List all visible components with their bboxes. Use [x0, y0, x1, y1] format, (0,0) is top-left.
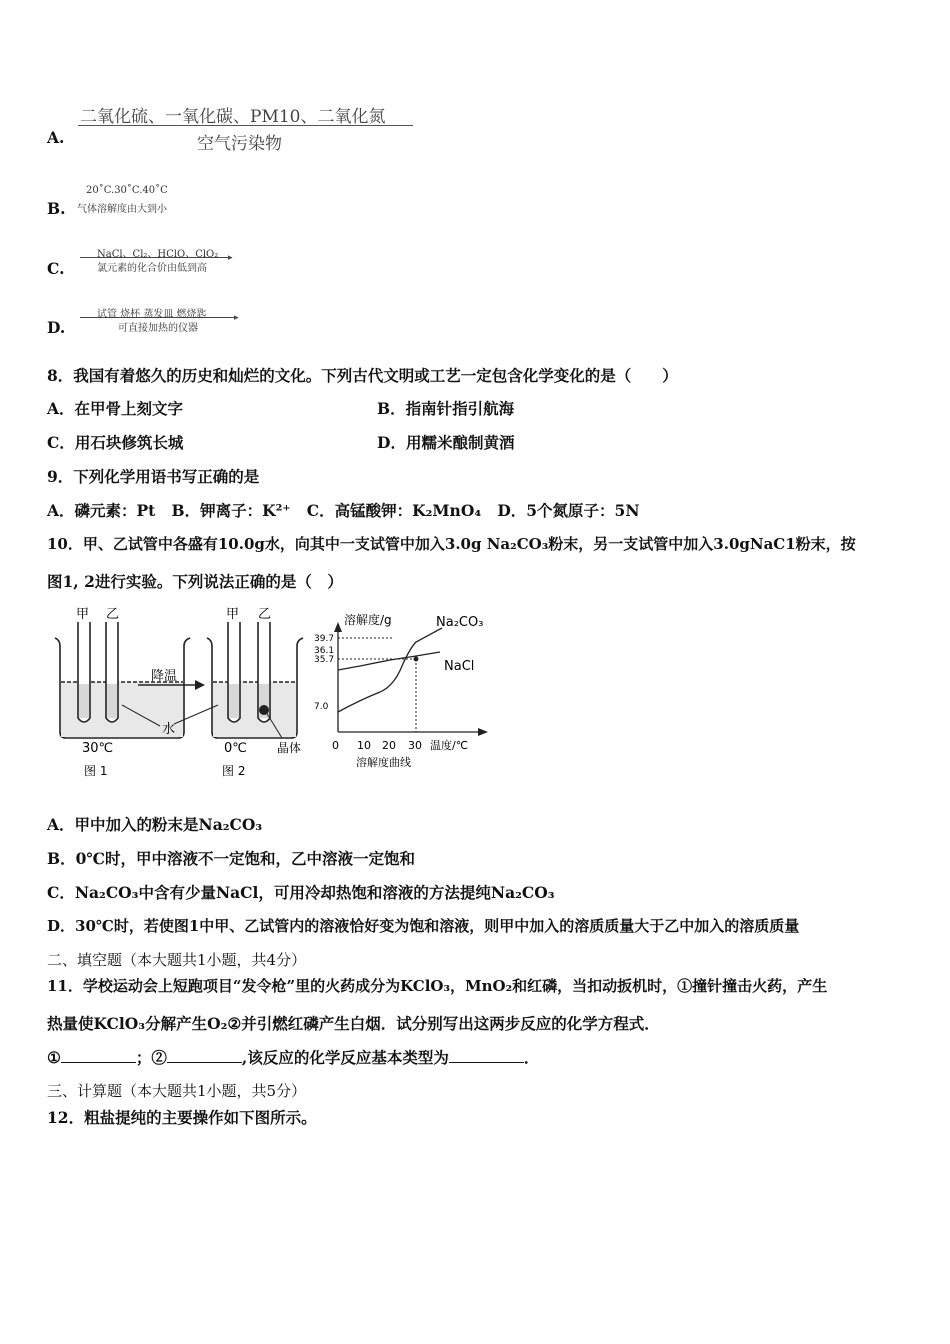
solubility-chart: [314, 612, 488, 769]
q8-option-b: B．指南针指引航海: [377, 399, 515, 418]
blank-end: ．: [523, 1048, 540, 1067]
option-b-bottom: 气体溶解度由大到小: [77, 204, 167, 215]
cool-arrowhead: [195, 680, 205, 690]
blank-1-marker: ①: [47, 1048, 61, 1067]
na2co3-curve: [338, 628, 442, 712]
crystal-label: 晶体: [277, 741, 302, 755]
q8-stem: 8．我国有着悠久的历史和灿烂的文化。下列古代文明或工艺一定包含化学变化的是（ ）: [47, 366, 678, 385]
xtick-label: 20: [382, 739, 396, 752]
q9-option-a: A．磷元素：Pt: [47, 501, 156, 520]
xtick-label: 0: [332, 739, 339, 752]
blank-sep: ；②: [135, 1048, 167, 1067]
chart-caption: 溶解度曲线: [356, 756, 411, 769]
label-yi-2: 乙: [258, 607, 272, 622]
option-d-label: D.: [47, 318, 66, 337]
beaker-2-water: [213, 682, 296, 737]
intersection-point: [414, 657, 419, 662]
option-c-label: C.: [47, 259, 65, 278]
q8-option-d: D．用糯米酿制黄酒: [377, 433, 515, 452]
temp-2: 0℃: [224, 741, 247, 756]
section-3-heading: 三、计算题（本大题共1小题，共5分）: [47, 1082, 307, 1100]
q9-options: [47, 499, 640, 521]
answer-blank-3[interactable]: [449, 1048, 524, 1063]
q9-stem: 9．下列化学用语书写正确的是: [47, 467, 260, 486]
option-d-bottom: 可直接加热的仪器: [118, 323, 198, 334]
fig-1-caption: 图 1: [84, 764, 108, 778]
nacl-label: NaCl: [444, 659, 475, 674]
answer-blank-1[interactable]: [61, 1048, 136, 1063]
q10-figure: [50, 600, 500, 785]
q11-line1: 11．学校运动会上短跑项目“发令枪”里的火药成分为KClO₃，MnO₂和红磷，当扣动扳机时，①撞针撞击火药，产生: [47, 977, 828, 995]
label-yi-1: 乙: [106, 607, 120, 622]
option-b-top: 20˚C.30˚C.40˚C: [86, 185, 168, 196]
xtick-label: 10: [357, 739, 371, 752]
option-d-top: 试管 烧杯 蒸发皿 燃烧匙: [97, 309, 207, 320]
q11-line2: 热量使KClO₃分解产生O₂②并引燃红磷产生白烟．试分别写出这两步反应的化学方程式．: [47, 1014, 660, 1033]
q10-option-c: C．Na₂CO₃中含有少量NaCl，可用冷却热饱和溶液的方法提纯Na₂CO₃: [47, 883, 555, 902]
xtick-label: 30: [408, 739, 422, 752]
q9-option-c: C．高锰酸钾：K₂MnO₄: [306, 501, 482, 520]
cool-label: 降温: [151, 669, 178, 684]
option-c-arrowhead: ▸: [228, 253, 233, 263]
option-a-rule: [78, 125, 413, 126]
q10-stem-line2: 图1, 2进行实验。下列说法正确的是（ ）: [47, 572, 343, 591]
option-b-label: B.: [47, 199, 66, 218]
q10-option-a: A．甲中加入的粉末是Na₂CO₃: [47, 815, 263, 834]
q9-option-b: B．钾离子：K²⁺: [171, 501, 291, 520]
option-d-arrowhead: ▸: [234, 313, 239, 323]
fig-2-caption: 图 2: [222, 764, 246, 778]
ytick-label: 39.7: [314, 634, 335, 644]
nacl-curve: [338, 652, 440, 670]
q12-stem: 12．粗盐提纯的主要操作如下图所示。: [47, 1108, 317, 1127]
ytick-label: 35.7: [314, 655, 335, 665]
chart-xlabel: 温度/℃: [430, 739, 469, 752]
q11-blanks: [47, 1046, 539, 1068]
q10-option-d: D．30℃时，若使图1中甲、乙试管内的溶液恰好变为饱和溶液，则甲中加入的溶质质量大于乙中加入的溶质质量: [47, 917, 800, 935]
chart-ylabel: 溶解度/g: [344, 613, 392, 627]
q8-option-c: C．用石块修筑长城: [47, 433, 184, 452]
option-a-top: 二氧化硫、一氧化碳、PM10、二氧化氮: [80, 107, 386, 127]
option-a-bottom: 空气污染物: [197, 134, 282, 154]
q10-option-b: B．0℃时，甲中溶液不一定饱和，乙中溶液一定饱和: [47, 849, 415, 868]
label-jia-1: 甲: [76, 607, 90, 622]
ytick-label: 36.1: [314, 646, 335, 656]
section-2-heading: 二、填空题（本大题共1小题，共4分）: [47, 951, 307, 969]
option-a-label: A.: [47, 128, 65, 147]
option-c-bottom: 氯元素的化合价由低到高: [97, 263, 207, 274]
q10-stem-line1: 10．甲、乙试管中各盛有10.0g水，向其中一支试管中加入3.0g Na₂CO₃粉末，另一支试管中加入3.0gNaC1粉末，按: [47, 535, 856, 553]
q8-option-a: A．在甲骨上刻文字: [47, 399, 184, 418]
water-label: 水: [162, 722, 176, 737]
q9-option-d: D．5个氮原子：5N: [497, 501, 640, 520]
blank-mid: ,该反应的化学反应基本类型为: [241, 1048, 449, 1067]
label-jia-2: 甲: [226, 607, 240, 622]
answer-blank-2[interactable]: [167, 1048, 242, 1063]
option-c-top: NaCl、Cl₂、HClO、ClO₂: [97, 249, 219, 260]
na2co3-label: Na₂CO₃: [436, 615, 484, 630]
ytick-label: 7.0: [314, 702, 329, 712]
temp-1: 30℃: [82, 741, 114, 756]
